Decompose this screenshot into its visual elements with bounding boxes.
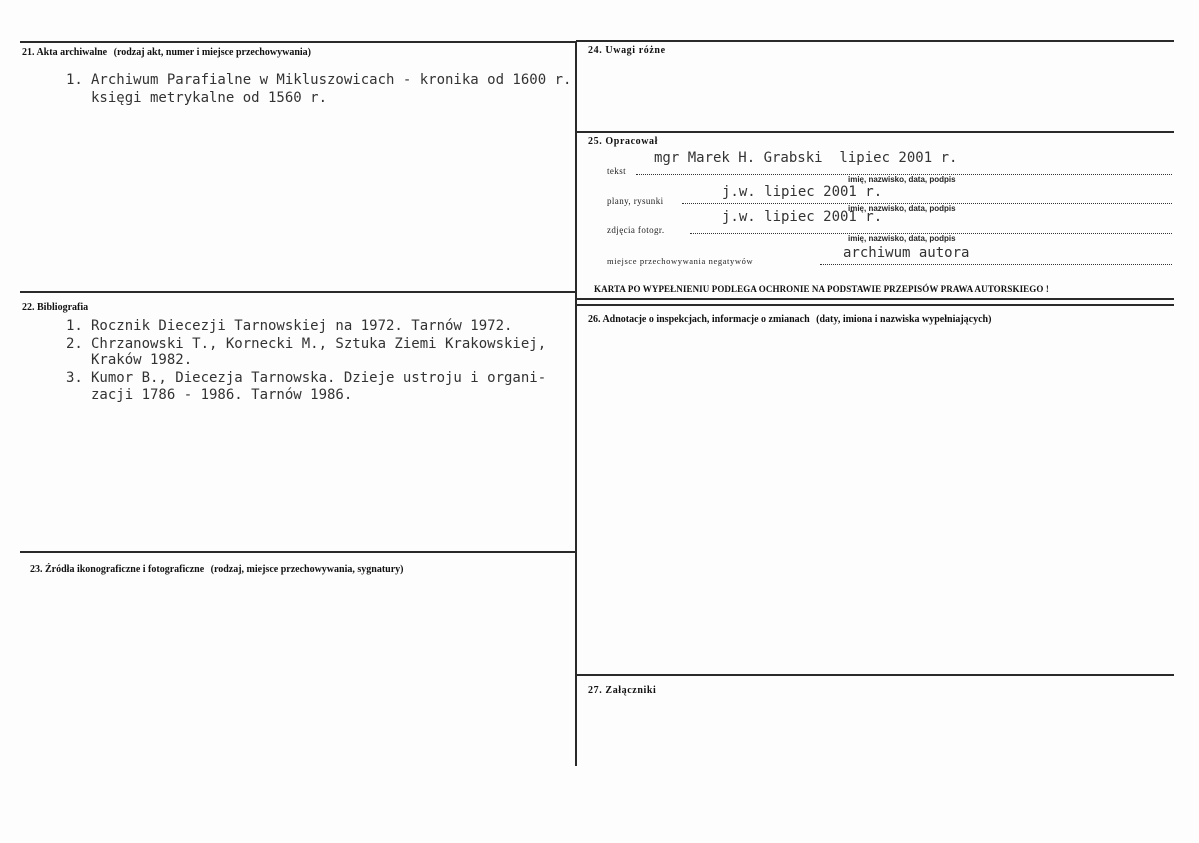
section-21-number: 21.: [22, 47, 35, 58]
section-24-title: Uwagi różne: [605, 45, 666, 56]
section-23-subtitle: (rodzaj, miejsce przechowywania, sygnatury): [210, 564, 404, 575]
section-25-heading: [588, 136, 658, 147]
drawings-author-caption: imię, nazwisko, data, podpis: [848, 204, 956, 213]
negatives-location-dotted-line: [820, 264, 1172, 265]
section-25-number: 25.: [588, 136, 603, 147]
bibliography-item-1-line-1: Rocznik Diecezji Tarnowskiej na 1972. Tarnów 1972.: [91, 318, 513, 334]
text-author-label: tekst: [607, 166, 626, 176]
bibliography-item-2-line-1: Chrzanowski T., Kornecki M., Sztuka Ziemi Krakowskiej,: [91, 336, 547, 352]
section-26-subtitle: (daty, imiona i nazwiska wypełniających): [816, 314, 992, 325]
section-21-item-1-number: 1.: [66, 72, 83, 88]
section-21-heading: [22, 47, 311, 58]
negatives-location-value: archiwum autora: [843, 245, 970, 261]
text-author-value: mgr Marek H. Grabski lipiec 2001 r.: [654, 150, 958, 166]
photos-author-value: j.w. lipiec 2001 r.: [722, 209, 883, 225]
section-26-title: Adnotacje o inspekcjach, informacje o zmianach: [602, 314, 810, 325]
section-23-heading: [30, 564, 403, 575]
section-24-heading: [588, 45, 666, 56]
section-27-title: Załączniki: [605, 685, 657, 696]
section-24-number: 24.: [588, 45, 603, 56]
section-22-heading: [22, 302, 88, 313]
section-26-heading: [588, 314, 991, 325]
section-22-number: 22.: [22, 302, 35, 313]
section-22-title: Bibliografia: [37, 302, 89, 313]
section-26-number: 26.: [588, 314, 601, 325]
section-25-title: Opracował: [605, 136, 659, 147]
section-23-number: 23.: [30, 564, 43, 575]
negatives-location-label: miejsce przechowywania negatywów: [607, 256, 754, 266]
section-21-item-1-line-1: Archiwum Parafialne w Mikluszowicach - kronika od 1600 r.: [91, 72, 572, 88]
section-21-subtitle: (rodzaj akt, numer i miejsce przechowywania): [113, 47, 311, 58]
section-21-item-1-line-2: księgi metrykalne od 1560 r.: [91, 90, 328, 106]
rule-24-25: [576, 131, 1174, 133]
bibliography-item-3-number: 3.: [66, 370, 83, 386]
bibliography-item-3-line-1: Kumor B., Diecezja Tarnowska. Dzieje ustroju i organi-: [91, 370, 547, 386]
bibliography-item-2-line-2: Kraków 1982.: [91, 352, 193, 368]
section-27-number: 27.: [588, 685, 603, 696]
drawings-author-label: plany, rysunki: [607, 196, 664, 206]
section-21-title: Akta archiwalne: [36, 47, 108, 58]
bibliography-item-1-number: 1.: [66, 318, 83, 334]
rule-25-26-top: [576, 298, 1174, 300]
text-author-caption: imię, nazwisko, data, podpis: [848, 175, 956, 184]
section-27-heading: [588, 685, 656, 696]
rule-26-27: [576, 674, 1174, 676]
rule-22-23: [20, 551, 576, 553]
drawings-author-value: j.w. lipiec 2001 r.: [722, 184, 883, 200]
rule-25-26-bottom: [576, 304, 1174, 306]
center-divider: [575, 41, 577, 766]
rule-21-22: [20, 291, 576, 293]
photos-author-label: zdjęcia fotogr.: [607, 225, 665, 235]
section-23-title: Źródła ikonograficzne i fotograficzne: [45, 564, 205, 575]
bibliography-item-3-line-2: zacji 1786 - 1986. Tarnów 1986.: [91, 387, 353, 403]
photos-author-caption: imię, nazwisko, data, podpis: [848, 234, 956, 243]
bibliography-item-2-number: 2.: [66, 336, 83, 352]
top-rule-left: [20, 41, 576, 43]
copyright-notice: KARTA PO WYPEŁNIENIU PODLEGA OCHRONIE NA PODSTAWIE PRZEPISÓW PRAWA AUTORSKIEGO !: [594, 284, 1049, 294]
top-rule-right: [576, 40, 1174, 42]
